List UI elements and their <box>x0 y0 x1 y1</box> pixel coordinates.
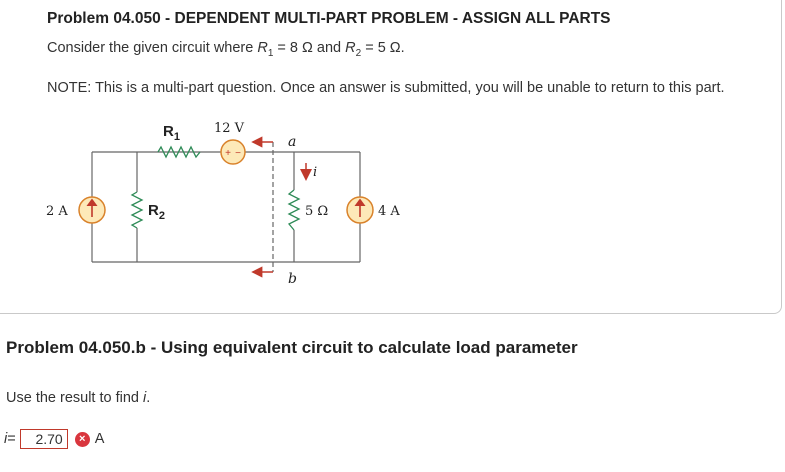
r1-label: $R_1$ <box>163 123 180 143</box>
incorrect-icon: × <box>75 432 90 447</box>
answer-variable: i <box>4 431 8 447</box>
node-a-label: a <box>288 134 297 150</box>
problem-note: NOTE: This is a multi-part question. Once an answer is submitted, you will be unable to return to this part. <box>47 80 725 96</box>
current-source-left <box>79 197 105 223</box>
part-instruction: Use the result to find i. <box>6 390 151 406</box>
current-i-label: i <box>313 165 318 180</box>
answer-unit: A <box>94 431 105 447</box>
resistor-5-label: 5 Ω <box>305 204 329 219</box>
current-source-right <box>347 197 373 223</box>
r2-label: $R_2$ <box>148 202 165 222</box>
node-b-label: b <box>288 271 297 287</box>
part-title: Problem 04.050.b - Using equivalent circuit to calculate load parameter <box>6 338 578 357</box>
r5-resistor <box>289 190 299 230</box>
answer-row <box>4 428 104 450</box>
current-left-label: 2 A <box>46 204 68 219</box>
circuit-diagram <box>0 110 785 290</box>
r2-resistor <box>132 192 142 228</box>
answer-equals: = <box>7 431 16 447</box>
svg-text:−: − <box>235 148 241 159</box>
voltage-label: 12 V <box>214 121 245 136</box>
current-right-label: 4 A <box>378 204 400 219</box>
voltage-source <box>221 140 245 164</box>
problem-intro: Consider the given circuit where $R_1 = 8$ Ω and $R_2 = 5$ Ω. <box>47 40 405 59</box>
problem-title: Problem 04.050 - DEPENDENT MULTI-PART PROBLEM - ASSIGN ALL PARTS <box>47 10 611 27</box>
svg-text:+: + <box>225 148 231 159</box>
answer-input[interactable]: 2.70 <box>20 429 68 449</box>
